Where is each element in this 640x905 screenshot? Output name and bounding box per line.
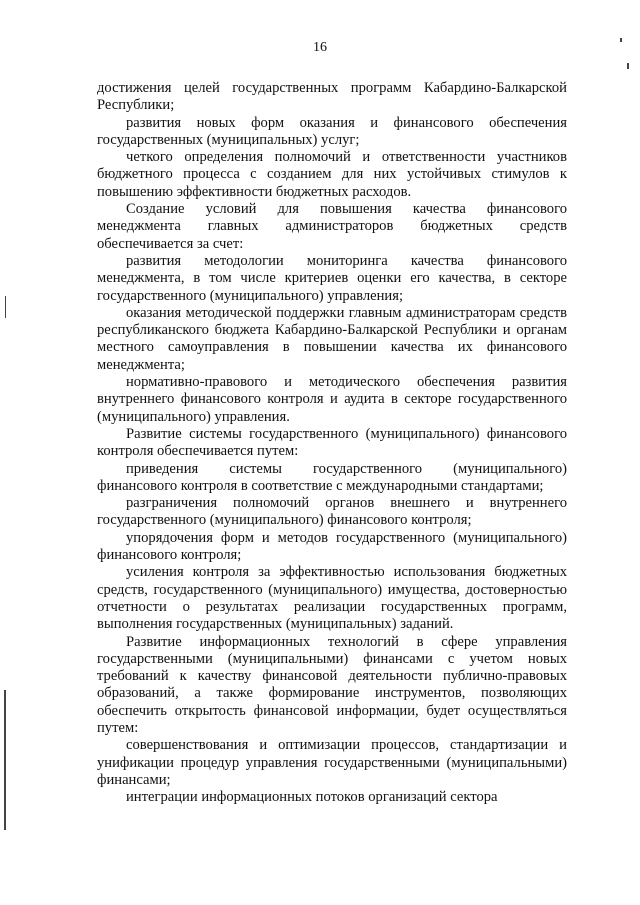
paragraph: четкого определения полномочий и ответственности участников бюджетного процесса с созданием для них устойчивых стимулов к повышению эффективности бюджетных расходов. [97, 149, 567, 200]
paragraph: Развитие информационных технологий в сфере управления государственными (муниципальными) финансами с учетом новых требований к качеству финансовой деятельности публично-правовых образований, а также формирование инструментов, позволяющих обеспечить открытость финансовой информации, будет осуществляться путем: [97, 633, 567, 736]
paragraph: достижения целей государственных программ Кабардино-Балкарской Республики; [97, 80, 567, 114]
paragraph: нормативно-правового и методического обеспечения развития внутреннего финансового контроля и аудита в секторе государственного (муниципального) управления. [97, 374, 567, 425]
paragraph: интеграции информационных потоков организаций сектора [126, 789, 498, 806]
scan-mark [620, 38, 622, 42]
scan-mark [5, 296, 6, 318]
paragraph: Создание условий для повышения качества финансового менеджмента главных администраторов бюджетных средств обеспечивается за счет: [97, 201, 567, 252]
paragraph: приведения системы государственного (муниципального) финансового контроля в соответствие с международными стандартами; [97, 460, 567, 494]
page-number: 16 [313, 40, 327, 55]
paragraph: разграничения полномочий органов внешнего и внутреннего государственного (муниципального) финансового контроля; [97, 495, 567, 529]
scan-mark [627, 63, 629, 69]
paragraph: оказания методической поддержки главным администраторам средств республиканского бюджета Кабардино-Балкарской Республики и органам местного самоуправления в повышении качества их финансового менеджмента; [97, 304, 567, 373]
paragraph: упорядочения форм и методов государственного (муниципального) финансового контроля; [97, 529, 567, 564]
paragraph: развития методологии мониторинга качества финансового менеджмента, в том числе критериев оценки его качества, в секторе государственного (муниципального) управления; [97, 252, 567, 304]
scan-edge-line [4, 690, 6, 830]
paragraph: усиления контроля за эффективностью использования бюджетных средств, государственного (муниципального) имущества, достоверностью отчетности о результатах реализации государственных программ, выполнения государственных (муниципальных) заданий. [97, 564, 567, 633]
paragraph: развития новых форм оказания и финансового обеспечения государственных (муниципальных) услуг; [97, 114, 567, 148]
paragraph: Развитие системы государственного (муниципального) финансового контроля обеспечивается путем: [97, 425, 567, 460]
document-body [97, 80, 567, 806]
paragraph: совершенствования и оптимизации процессов, стандартизации и унификации процедур управления государственными (муниципальными) финансами; [97, 737, 567, 788]
